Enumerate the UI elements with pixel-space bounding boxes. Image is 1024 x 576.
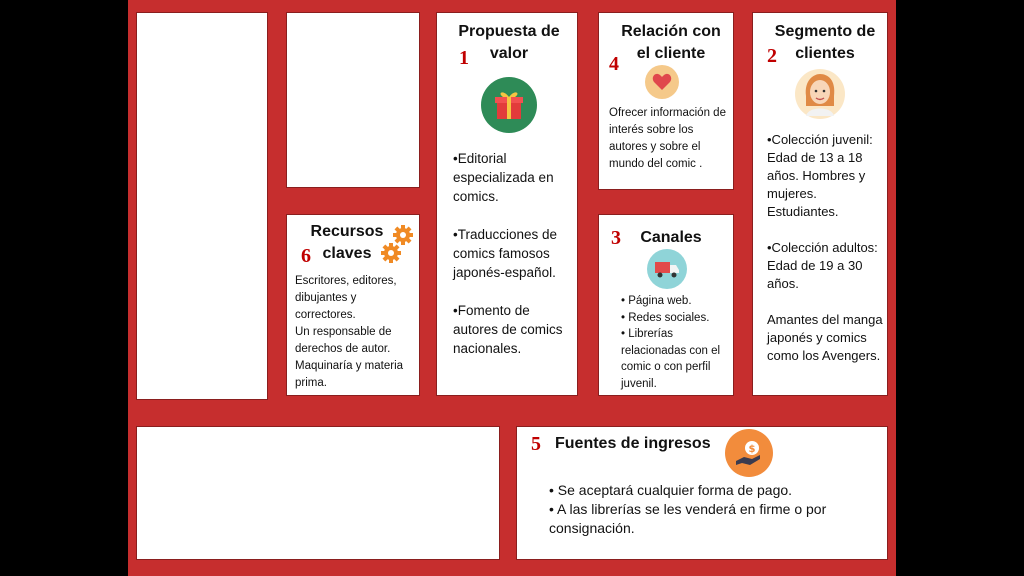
gift-icon [481, 77, 537, 133]
heart-icon [645, 65, 679, 99]
gears-icon [379, 223, 415, 265]
customer-segments-list [767, 131, 887, 365]
value-proposition-title: Propuesta de valor [458, 23, 560, 62]
key-resources-text [295, 273, 413, 392]
key-resources-box [286, 214, 420, 396]
channels-title: Canales [640, 229, 702, 246]
value-proposition-item: •Traducciones de comics famosos japonés-español. [453, 227, 558, 280]
value-proposition-box [436, 12, 578, 396]
revenue-streams-list [549, 481, 869, 538]
key-resources-line: Un responsable de derechos de autor. [295, 326, 392, 355]
value-proposition-item: •Editorial especializada en comics. [453, 151, 554, 204]
customer-relationship-number: 4 [609, 53, 619, 75]
revenue-streams-item: • A las librerías se les venderá en firme o por consignación. [549, 501, 827, 536]
key-resources-line: Escritores, editores, dibujantes y correctores. [295, 275, 397, 321]
key-resources-line: Maquinaría y materia prima. [295, 360, 404, 389]
customer-segments-item: •Colección adultos: Edad de 19 a 30 años. [767, 240, 878, 291]
money-hand-icon [725, 429, 773, 477]
channels-item: • Librerías relacionadas con el comic o con perfil juvenil. [621, 328, 721, 390]
customer-segments-item: Amantes del manga japonés y comics como los Avengers. [767, 312, 883, 363]
channels-list [621, 293, 733, 392]
value-proposition-number: 1 [459, 47, 469, 69]
delivery-truck-icon [647, 249, 687, 289]
customer-segments-number: 2 [767, 45, 777, 67]
cost-structure-box [136, 426, 500, 560]
customer-relationship-box [598, 12, 734, 190]
key-partners-box [136, 12, 268, 400]
channels-item: • Redes sociales. [621, 311, 710, 324]
woman-avatar-icon [795, 69, 845, 119]
customer-segments-title: Segmento de clientes [774, 23, 876, 62]
channels-item: • Página web. [621, 295, 692, 307]
revenue-streams-title: Fuentes de ingresos [555, 435, 711, 452]
value-proposition-item: •Fomento de autores de comics nacionales. [453, 303, 563, 356]
customer-segments-item: •Colección juvenil: Edad de 13 a 18 años. Hombres y mujeres. Estudiantes. [767, 132, 873, 219]
customer-segments-box [752, 12, 888, 396]
value-proposition-list [453, 149, 573, 358]
revenue-streams-number: 5 [531, 433, 541, 455]
svg-text:$: $ [748, 444, 756, 455]
customer-relationship-title: Relación con el cliente [621, 23, 721, 62]
customer-relationship-text: Ofrecer información de interés sobre los autores y sobre el mundo del comic . [609, 107, 726, 170]
revenue-streams-item: • Se aceptará cualquier forma de pago. [549, 482, 793, 498]
channels-box [598, 214, 734, 396]
key-resources-title: Recursos claves [310, 223, 384, 262]
revenue-streams-box [516, 426, 888, 560]
channels-number: 3 [611, 227, 621, 249]
key-activities-box [286, 12, 420, 188]
business-model-canvas [128, 0, 896, 576]
key-resources-number: 6 [301, 245, 311, 267]
